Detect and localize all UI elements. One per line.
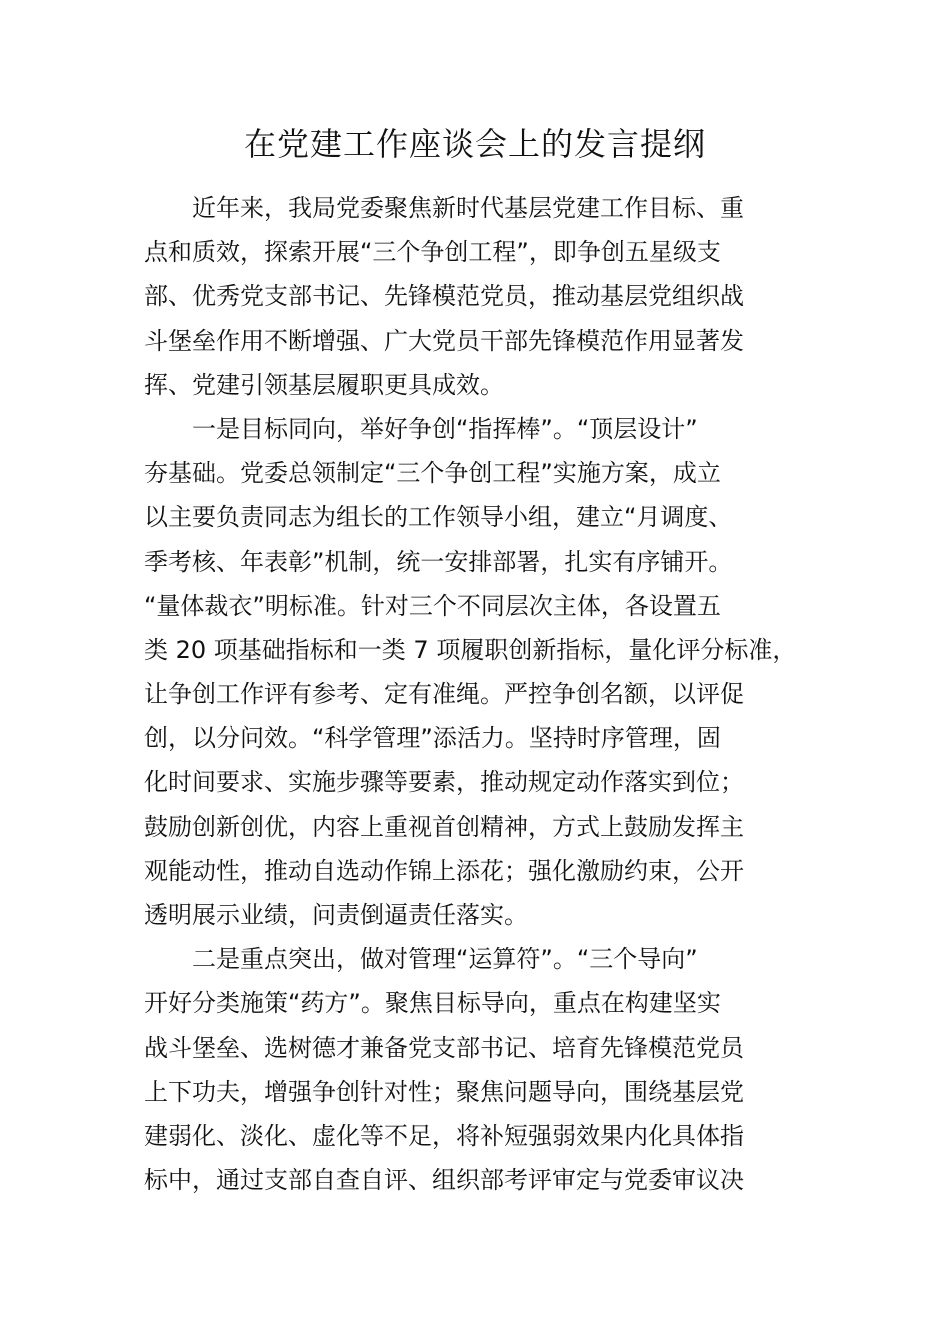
text-line: 上下功夫，增强争创针对性；聚焦问题导向，围绕基层党 xyxy=(144,1077,744,1106)
text-line: 让争创工作评有参考、定有准绳。严控争创名额，以评促 xyxy=(144,680,744,709)
text-line: 标中，通过支部自查自评、组织部考评审定与党委审议决 xyxy=(144,1166,744,1195)
text-line: 鼓励创新创优，内容上重视首创精神，方式上鼓励发挥主 xyxy=(144,812,744,841)
text-line: 季考核、年表彰”机制，统一安排部署，扎实有序铺开。 xyxy=(144,547,733,576)
text-line: 挥、党建引领基层履职更具成效。 xyxy=(144,370,504,399)
text-line: 开好分类施策“药方”。聚焦目标导向，重点在构建坚实 xyxy=(144,989,721,1018)
text-line: 化时间要求、实施步骤等要素，推动规定动作落实到位； xyxy=(144,768,744,797)
text-line: 创，以分问效。“科学管理”添活力。坚持时序管理，固 xyxy=(144,724,721,753)
document-body xyxy=(144,186,804,1202)
text-line: 类 20 项基础指标和一类 7 项履职创新指标，量化评分标准， xyxy=(144,635,797,664)
text-line: 斗堡垒作用不断增强、广大党员干部先锋模范作用显著发 xyxy=(144,326,744,355)
text-line: 点和质效，探索开展“三个争创工程”，即争创五星级支 xyxy=(144,238,721,267)
text-line: 观能动性，推动自选动作锦上添花；强化激励约束，公开 xyxy=(144,856,744,885)
text-line: 部、优秀党支部书记、先锋模范党员，推动基层党组织战 xyxy=(144,282,744,311)
text-line: 一是目标同向，举好争创“指挥棒”。“顶层设计” xyxy=(192,414,698,443)
text-line: 二是重点突出，做对管理“运算符”。“三个导向” xyxy=(192,945,698,974)
text-line: 近年来，我局党委聚焦新时代基层党建工作目标、重 xyxy=(192,194,744,222)
text-line: “量体裁衣”明标准。针对三个不同层次主体，各设置五 xyxy=(144,591,721,620)
text-line: 建弱化、淡化、虚化等不足，将补短强弱效果内化具体指 xyxy=(144,1121,744,1150)
text-line: 战斗堡垒、选树德才兼备党支部书记、培育先锋模范党员 xyxy=(144,1033,744,1062)
page-title: 在党建工作座谈会上的发言提纲 xyxy=(243,125,706,163)
text-line: 以主要负责同志为组长的工作领导小组，建立“月调度、 xyxy=(144,503,733,532)
text-line: 夯基础。党委总领制定“三个争创工程”实施方案，成立 xyxy=(144,459,721,488)
text-line: 透明展示业绩，问责倒逼责任落实。 xyxy=(144,901,528,929)
